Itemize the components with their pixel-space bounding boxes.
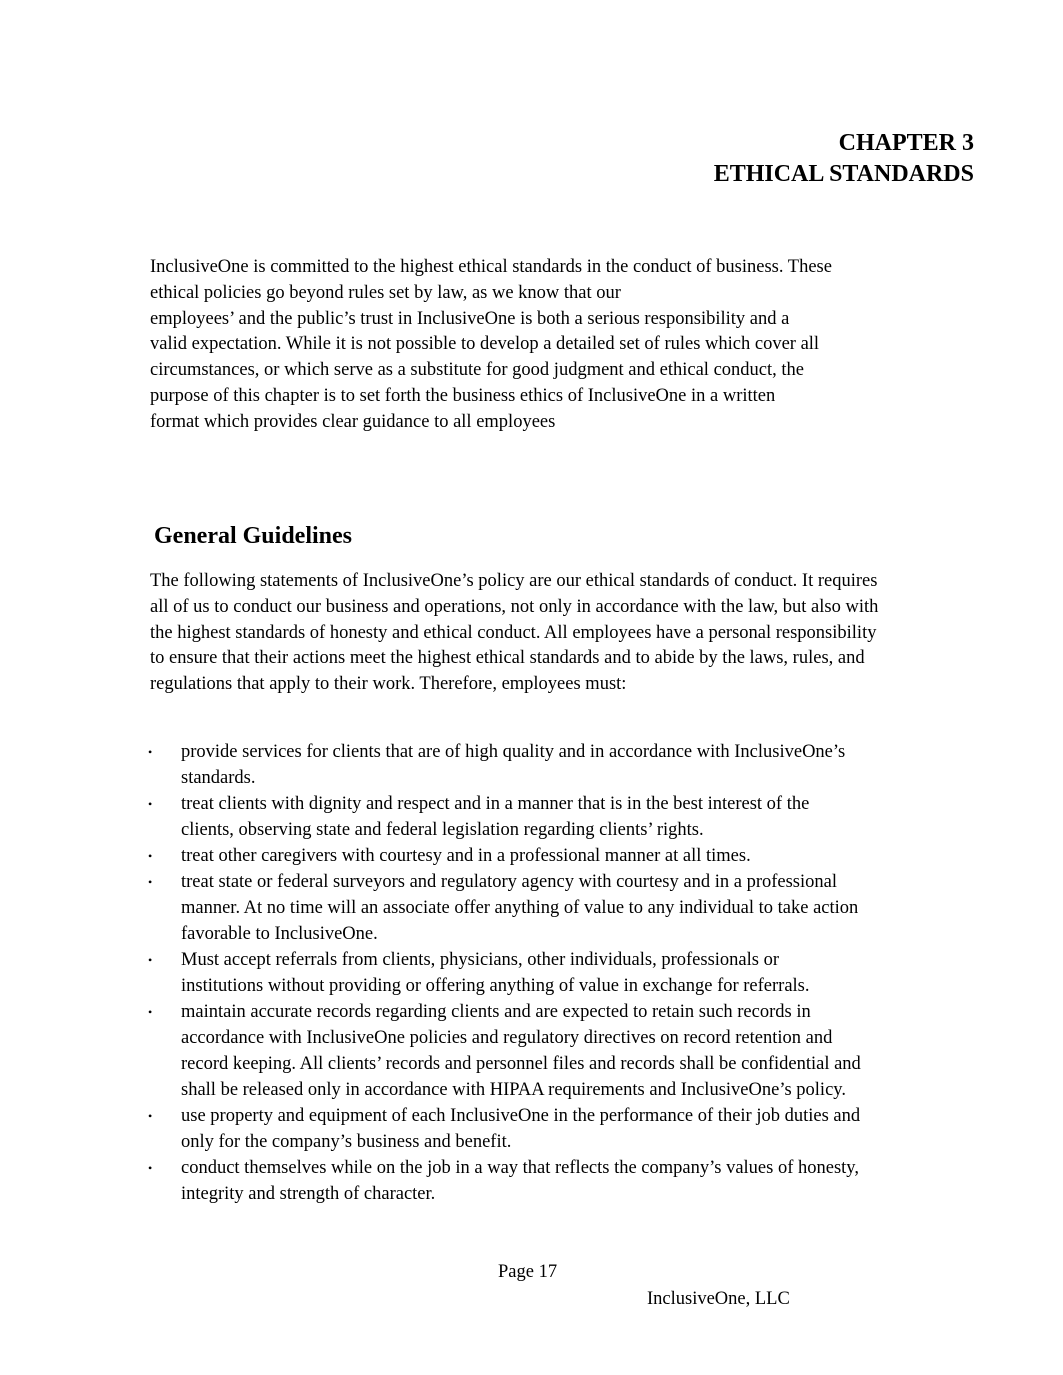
bullet-icon: • (148, 745, 153, 759)
list-item-line: clients, observing state and federal legislation regarding clients’ rights. (181, 820, 704, 840)
section-line: to ensure that their actions meet the highest ethical standards and to abide by the laws, rules, and (150, 648, 865, 669)
list-item-line: only for the company’s business and benefit. (181, 1132, 512, 1152)
chapter-title: ETHICAL STANDARDS (713, 161, 974, 187)
list-item-line: maintain accurate records regarding clients and are expected to retain such records in (181, 1002, 811, 1022)
intro-line: circumstances, or which serve as a substitute for good judgment and ethical conduct, the (150, 360, 804, 381)
list-item (148, 791, 978, 843)
intro-line: employees’ and the public’s trust in InclusiveOne is both a serious responsibility and a (150, 308, 790, 329)
list-item (148, 947, 978, 999)
chapter-heading (714, 128, 974, 190)
bullet-icon: • (148, 953, 153, 967)
bullet-icon: • (148, 1161, 153, 1175)
section-paragraph (150, 569, 878, 698)
list-item (148, 1103, 978, 1155)
bullet-icon: • (148, 797, 153, 811)
page-number: Page 17 (498, 1262, 558, 1282)
intro-line: format which provides clear guidance to all employees (150, 411, 556, 432)
intro-line: valid expectation. While it is not possible to develop a detailed set of rules which cover all (150, 334, 820, 355)
list-item-line: record keeping. All clients’ records and personnel files and records shall be confidential and (181, 1054, 861, 1074)
intro-line: purpose of this chapter is to set forth the business ethics of InclusiveOne in a written (150, 385, 776, 406)
intro-paragraph (150, 255, 832, 436)
list-item-line: treat other caregivers with courtesy and in a professional manner at all times. (181, 846, 751, 866)
list-item-line: standards. (181, 768, 256, 788)
list-item-line: Must accept referrals from clients, physicians, other individuals, professionals or (181, 950, 780, 970)
section-heading: General Guidelines (154, 523, 352, 549)
list-item-line: institutions without providing or offering anything of value in exchange for referrals. (181, 976, 810, 996)
bullet-icon: • (148, 849, 153, 863)
list-item-line: accordance with InclusiveOne policies and regulatory directives on record retention and (181, 1028, 833, 1048)
guidelines-list (148, 739, 978, 1207)
section-line: The following statements of InclusiveOne’s policy are our ethical standards of conduct. It requires (150, 571, 878, 591)
list-item-line: integrity and strength of character. (181, 1184, 436, 1204)
list-item-line: treat clients with dignity and respect and in a manner that is in the best interest of the (181, 794, 810, 814)
list-item-line: favorable to InclusiveOne. (181, 924, 378, 944)
bullet-icon: • (148, 1109, 153, 1123)
list-item-line: use property and equipment of each InclusiveOne in the performance of their job duties and (181, 1106, 861, 1126)
bullet-icon: • (148, 1005, 153, 1019)
list-item (148, 999, 978, 1103)
bullet-icon: • (148, 875, 153, 889)
intro-line: InclusiveOne is committed to the highest ethical standards in the conduct of business. These (150, 257, 832, 277)
footer-company: InclusiveOne, LLC (647, 1289, 790, 1309)
section-line: regulations that apply to their work. Therefore, employees must: (150, 674, 627, 695)
intro-line: ethical policies go beyond rules set by law, as we know that our (150, 282, 621, 303)
list-item-line: conduct themselves while on the job in a way that reflects the company’s values of honesty, (181, 1158, 859, 1178)
list-item-line: treat state or federal surveyors and regulatory agency with courtesy and in a professional (181, 872, 837, 892)
list-item (148, 869, 978, 947)
section-line: all of us to conduct our business and operations, not only in accordance with the law, but also with (150, 596, 879, 617)
list-item-line: shall be released only in accordance with HIPAA requirements and InclusiveOne’s policy. (181, 1080, 846, 1100)
list-item-line: manner. At no time will an associate offer anything of value to any individual to take action (181, 898, 859, 918)
list-item (148, 843, 978, 869)
list-item (148, 1155, 978, 1207)
chapter-number: CHAPTER 3 (838, 130, 974, 156)
list-item-line: provide services for clients that are of high quality and in accordance with InclusiveOne’s (181, 742, 846, 762)
list-item (148, 739, 978, 791)
section-line: the highest standards of honesty and ethical conduct. All employees have a personal responsibility (150, 622, 877, 643)
